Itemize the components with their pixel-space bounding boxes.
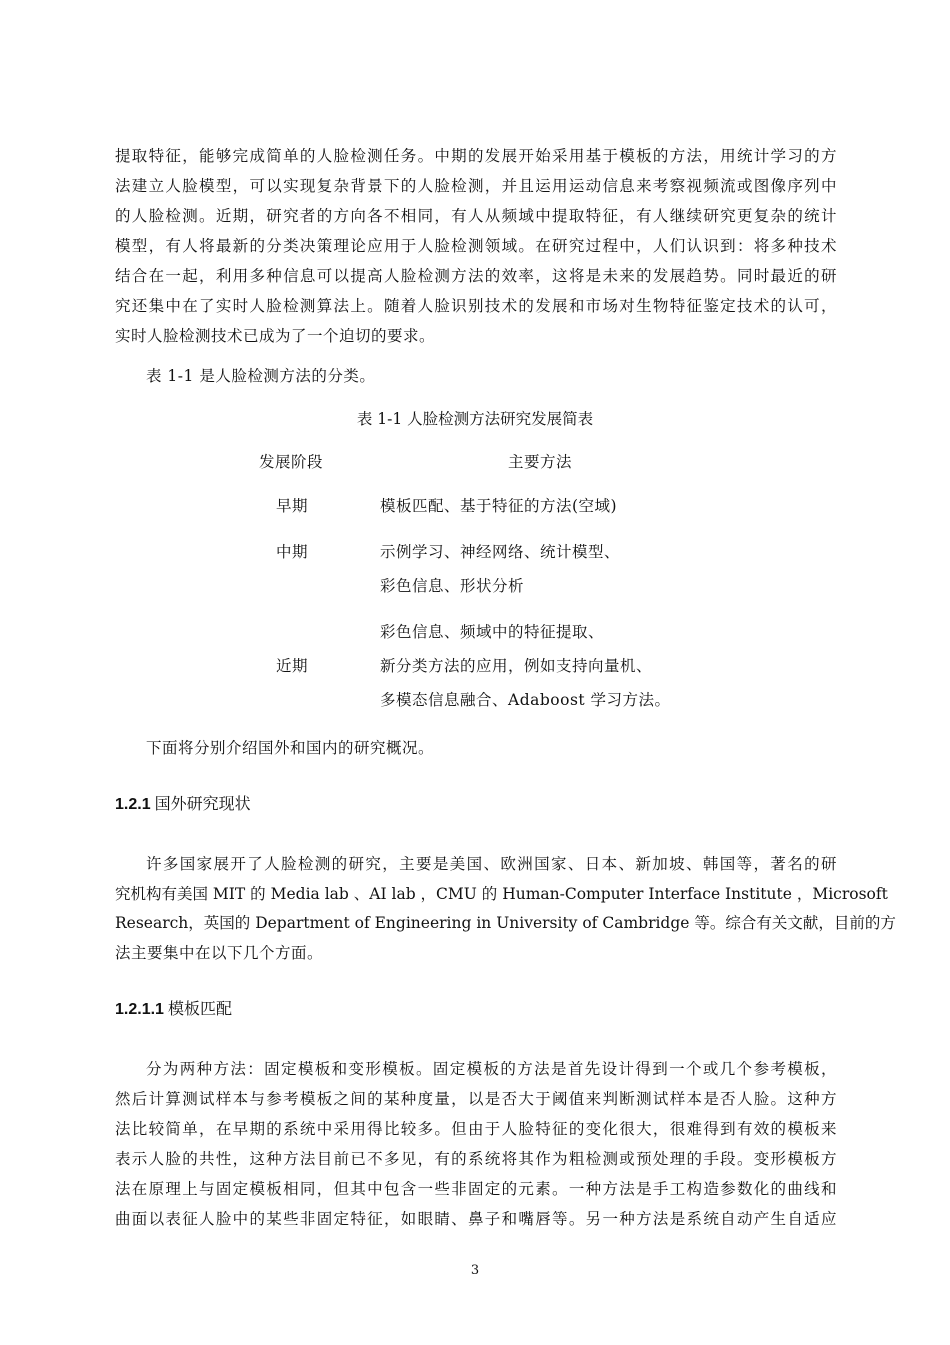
paragraph-line: 的人脸检测。近期，研究者的方向各不相同，有人从频域中提取特征，有人继续研究更复杂的统计 xyxy=(115,207,837,225)
paragraph-line: 实时人脸检测技术已成为了一个迫切的要求。 xyxy=(115,327,436,345)
section-title: 国外研究现状 xyxy=(154,794,251,813)
page-number: 3 xyxy=(470,1263,480,1278)
table-cell-methods: 彩色信息、形状分析 xyxy=(380,577,525,595)
table-caption: 表 1-1 人脸检测方法研究发展简表 xyxy=(356,410,594,428)
after-table-text: 下面将分别介绍国外和国内的研究概况。 xyxy=(146,739,435,757)
paragraph-line: 法在原理上与固定模板相同，但其中包含一些非固定的元素。一种方法是手工构造参数化的曲线和 xyxy=(115,1180,837,1198)
paragraph-line: 结合在一起，利用多种信息可以提高人脸检测方法的效率，这将是未来的发展趋势。同时最近的研 xyxy=(115,267,837,285)
table-cell-methods: 多模态信息融合、Adaboost 学习方法。 xyxy=(380,691,671,709)
table-cell-stage: 中期 xyxy=(276,543,309,561)
paragraph-line: 究还集中在了实时人脸检测算法上。随着人脸识别技术的发展和市场对生物特征鉴定技术的认可， xyxy=(115,297,837,315)
paragraph-line: 法主要集中在以下几个方面。 xyxy=(115,944,324,962)
table-cell-methods: 模板匹配、基于特征的方法(空域) xyxy=(380,497,618,515)
section-heading xyxy=(115,791,251,814)
table-header-methods: 主要方法 xyxy=(508,453,573,471)
paragraph-line: 许多国家展开了人脸检测的研究，主要是美国、欧洲国家、日本、新加坡、韩国等，著名的研 xyxy=(146,855,837,873)
paragraph-line: 然后计算测试样本与参考模板之间的某种度量，以是否大于阈值来判断测试样本是否人脸。这种方 xyxy=(115,1090,837,1108)
table-header-stage: 发展阶段 xyxy=(259,453,324,471)
table-intro: 表 1-1 是人脸检测方法的分类。 xyxy=(146,367,376,385)
table-cell-methods: 彩色信息、频域中的特征提取、 xyxy=(380,623,605,641)
paragraph-line: 表示人脸的共性，这种方法目前已不多见，有的系统将其作为粗检测或预处理的手段。变形模板方 xyxy=(115,1150,837,1168)
subsection-number: 1.2.1.1 xyxy=(115,1001,164,1018)
table-cell-stage: 近期 xyxy=(276,657,309,675)
paragraph-line: 提取特征，能够完成简单的人脸检测任务。中期的发展开始采用基于模板的方法，用统计学习的方 xyxy=(115,147,837,165)
paragraph-line: 模型，有人将最新的分类决策理论应用于人脸检测领域。在研究过程中，人们认识到：将多种技术 xyxy=(115,237,837,255)
paragraph-line: Research，英国的 Department of Engineering in University of Cambridge 等。综合有关文献，目前的方 xyxy=(115,914,896,932)
subsection-heading xyxy=(115,996,232,1019)
paragraph-line: 分为两种方法：固定模板和变形模板。固定模板的方法是首先设计得到一个或几个参考模板， xyxy=(146,1060,837,1078)
table-cell-methods: 新分类方法的应用，例如支持向量机、 xyxy=(380,657,653,675)
paragraph-line: 曲面以表征人脸中的某些非固定特征，如眼睛、鼻子和嘴唇等。另一种方法是系统自动产生自适应 xyxy=(115,1210,837,1228)
paragraph-line: 法建立人脸模型，可以实现复杂背景下的人脸检测，并且运用运动信息来考察视频流或图像序列中 xyxy=(115,177,837,195)
table-cell-methods: 示例学习、神经网络、统计模型、 xyxy=(380,543,621,561)
section-number: 1.2.1 xyxy=(115,796,151,813)
table-cell-stage: 早期 xyxy=(276,497,309,515)
paragraph-line: 究机构有美国 MIT 的 Media lab 、AI lab ，CMU 的 Human-Computer Interface Institute ，Microsoft xyxy=(115,885,888,903)
paragraph-line: 法比较简单，在早期的系统中采用得比较多。但由于人脸特征的变化很大，很难得到有效的模板来 xyxy=(115,1120,837,1138)
subsection-title: 模板匹配 xyxy=(167,999,232,1018)
